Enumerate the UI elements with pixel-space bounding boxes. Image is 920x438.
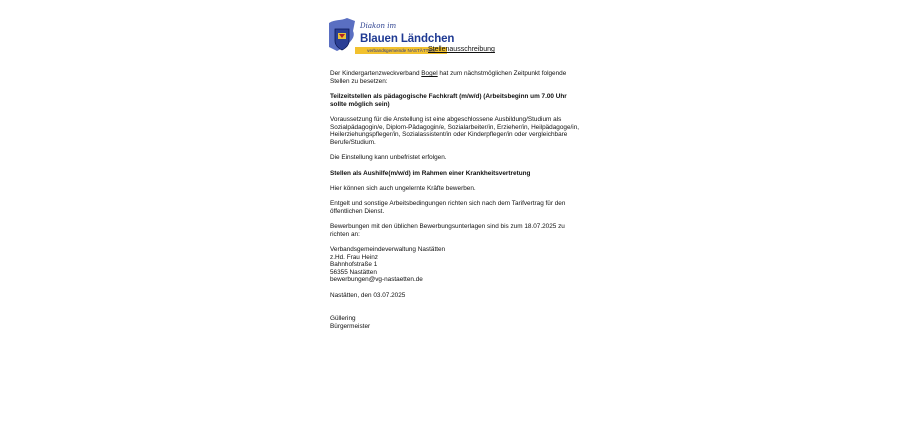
intro-line2: Stellen zu besetzen:	[330, 77, 388, 85]
unskilled-note: Hier können sich auch ungelernte Kräfte bewerben.	[330, 185, 476, 192]
pay-line: öffentlichen Dienst.	[330, 207, 385, 215]
logo-band: verbandsgemeinde NASTÄTTEN	[355, 47, 447, 54]
deadline-line: richten an:	[330, 230, 360, 238]
intro-after: hat zum nächstmöglichen Zeitpunkt folgende	[437, 70, 567, 77]
pay-paragraph	[330, 200, 598, 215]
pay-line: Entgelt und sonstige Arbeitsbedingungen richten sich nach dem Tarifvertrag für den	[330, 200, 566, 207]
address-block	[330, 246, 598, 284]
requirements-line: Heilerziehungspfleger/in, Sozialassistent/in oder Kinderpfleger/in oder vergleichbare	[330, 131, 568, 138]
logo-name: Blauen Ländchen	[360, 33, 455, 45]
address-line: z.Hd. Frau Heinz	[330, 253, 378, 261]
email-address: bewerbungen@vg-nastaetten.de	[330, 276, 423, 283]
requirements-line: Voraussetzung für die Anstellung ist eine abgeschlossene Ausbildung/Studium als	[330, 116, 562, 123]
deadline-line: Bewerbungen mit den üblichen Bewerbungsunterlagen sind bis zum 18.07.2025 zu	[330, 223, 565, 230]
address-line: Verbandsgemeindeverwaltung Nastätten	[330, 246, 446, 253]
intro-before: Der Kindergartenzweckverband	[330, 70, 422, 77]
requirements-paragraph	[330, 116, 598, 146]
unlimited-note: Die Einstellung kann unbefristet erfolgen.	[330, 154, 447, 161]
logo-script-text: Diakon im	[360, 22, 397, 30]
date-line: Nastätten, den 03.07.2025	[330, 292, 406, 299]
signature-name: Güllering	[330, 315, 356, 322]
page-title: Stellenausschreibung	[428, 46, 495, 53]
position1-line1: Teilzeitstellen als pädagogische Fachkraft (m/w/d) (Arbeitsbeginn um 7.00 Uhr	[330, 93, 567, 100]
intro-paragraph	[330, 70, 598, 85]
position2-heading: Stellen als Aushilfe(m/w/d) im Rahmen einer Krankheitsvertretung	[330, 170, 531, 177]
address-line: 56355 Nastätten	[330, 268, 377, 276]
signature-block	[330, 315, 598, 330]
requirements-line: Sozialpädagogin/e, Diplom-Pädagogin/e, Sozialarbeiter/in, Erzieher/in, Heilpädagoge/in,	[330, 123, 580, 131]
position1-heading	[330, 93, 598, 108]
signature-title: Bürgermeister	[330, 322, 371, 330]
position1-line2: sollte möglich sein)	[330, 100, 390, 108]
deadline-paragraph	[330, 223, 598, 238]
address-line: Bahnhofstraße 1	[330, 261, 378, 268]
intro-place: Bogel	[421, 70, 438, 77]
requirements-line: Berufe/Studium.	[330, 138, 376, 146]
